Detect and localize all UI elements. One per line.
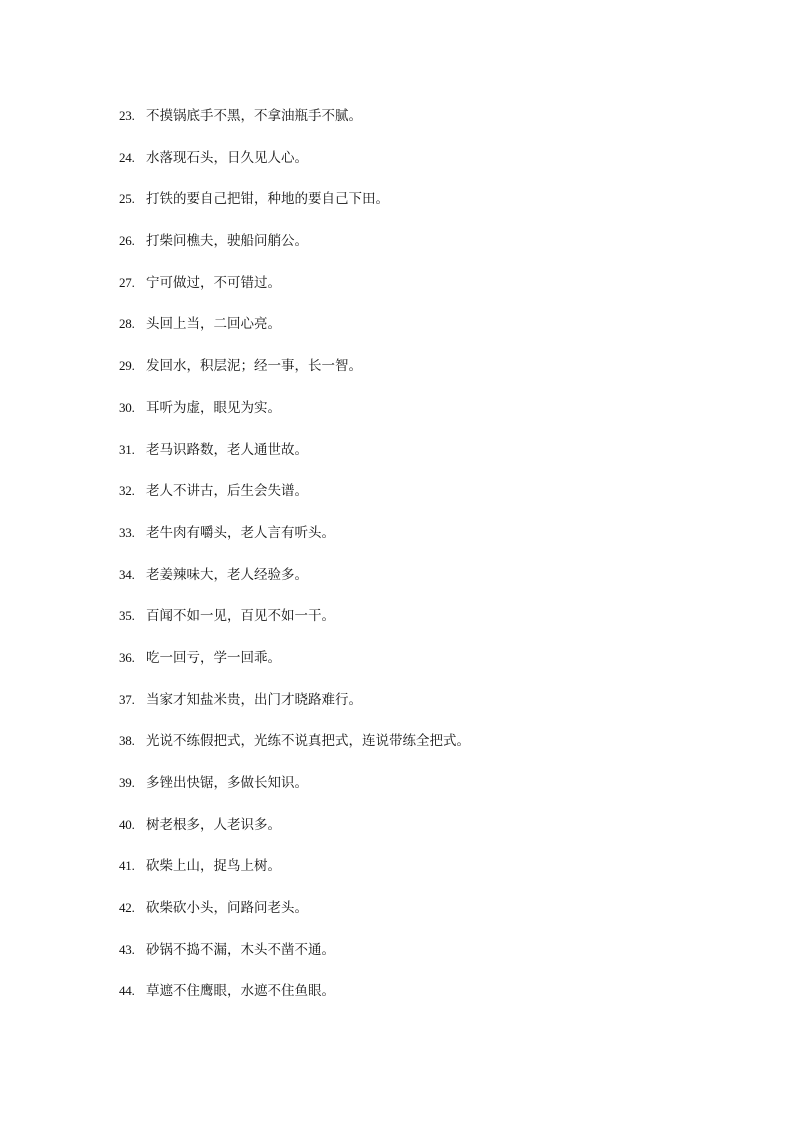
- item-text: 发回水，积层泥；经一事，长一智。: [146, 358, 362, 375]
- list-item: [119, 230, 470, 272]
- item-text: 宁可做过，不可错过。: [146, 274, 281, 291]
- item-number: 26.: [119, 233, 135, 249]
- item-number: 33.: [119, 524, 135, 540]
- list-item: [119, 980, 470, 1022]
- item-number: 38.: [119, 733, 135, 749]
- item-text: 打柴问樵夫，驶船问艄公。: [146, 233, 308, 250]
- list-item: [119, 814, 470, 856]
- list-item: [119, 564, 470, 606]
- item-number: 36.: [119, 649, 135, 665]
- list-item: [119, 605, 470, 647]
- item-number: 42.: [119, 900, 135, 916]
- item-text: 树老根多，人老识多。: [146, 816, 281, 833]
- item-text: 砍柴上山，捉鸟上树。: [146, 858, 281, 875]
- item-text: 老牛肉有嚼头，老人言有听头。: [146, 524, 335, 541]
- list-item: [119, 105, 470, 147]
- item-text: 耳听为虚，眼见为实。: [146, 399, 281, 416]
- proverb-list: [119, 105, 470, 1022]
- item-number: 34.: [119, 566, 135, 582]
- item-text: 草遮不住鹰眼，水遮不住鱼眼。: [146, 983, 335, 1000]
- item-text: 不摸锅底手不黑，不拿油瓶手不腻。: [146, 108, 362, 124]
- item-number: 35.: [119, 608, 135, 624]
- item-number: 28.: [119, 316, 135, 332]
- list-item: [119, 897, 470, 939]
- item-number: 31.: [119, 441, 135, 457]
- item-number: 44.: [119, 983, 135, 999]
- list-item: [119, 480, 470, 522]
- item-text: 砍柴砍小头，问路问老头。: [146, 900, 308, 917]
- list-item: [119, 397, 470, 439]
- item-number: 30.: [119, 399, 135, 415]
- list-item: [119, 855, 470, 897]
- item-number: 23.: [119, 108, 135, 123]
- item-number: 41.: [119, 858, 135, 874]
- list-item: [119, 313, 470, 355]
- item-text: 当家才知盐米贵，出门才晓路难行。: [146, 691, 362, 708]
- item-text: 吃一回亏，学一回乖。: [146, 649, 281, 666]
- item-number: 43.: [119, 941, 135, 957]
- item-number: 32.: [119, 483, 135, 499]
- list-item: [119, 730, 470, 772]
- item-text: 光说不练假把式，光练不说真把式，连说带练全把式。: [146, 733, 470, 750]
- item-text: 老马识路数，老人通世故。: [146, 441, 308, 458]
- list-item: [119, 772, 470, 814]
- item-text: 老姜辣味大，老人经验多。: [146, 566, 308, 583]
- item-text: 水落现石头，日久见人心。: [146, 149, 308, 166]
- list-item: [119, 439, 470, 481]
- item-number: 37.: [119, 691, 135, 707]
- item-text: 老人不讲古，后生会失谱。: [146, 483, 308, 500]
- list-item: [119, 272, 470, 314]
- item-text: 砂锅不捣不漏，木头不凿不通。: [146, 941, 335, 958]
- list-item: [119, 147, 470, 189]
- item-number: 24.: [119, 149, 135, 165]
- list-item: [119, 188, 470, 230]
- item-number: 39.: [119, 775, 135, 790]
- item-number: 27.: [119, 274, 135, 290]
- list-item: [119, 355, 470, 397]
- item-number: 25.: [119, 191, 135, 207]
- item-text: 百闻不如一见，百见不如一干。: [146, 608, 335, 625]
- item-text: 打铁的要自己把钳，种地的要自己下田。: [146, 191, 389, 208]
- item-text: 头回上当，二回心亮。: [146, 316, 281, 333]
- list-item: [119, 939, 470, 981]
- item-number: 40.: [119, 816, 135, 832]
- list-item: [119, 522, 470, 564]
- list-item: [119, 689, 470, 731]
- item-number: 29.: [119, 358, 135, 374]
- list-item: [119, 647, 470, 689]
- item-text: 多锉出快锯，多做长知识。: [146, 775, 308, 791]
